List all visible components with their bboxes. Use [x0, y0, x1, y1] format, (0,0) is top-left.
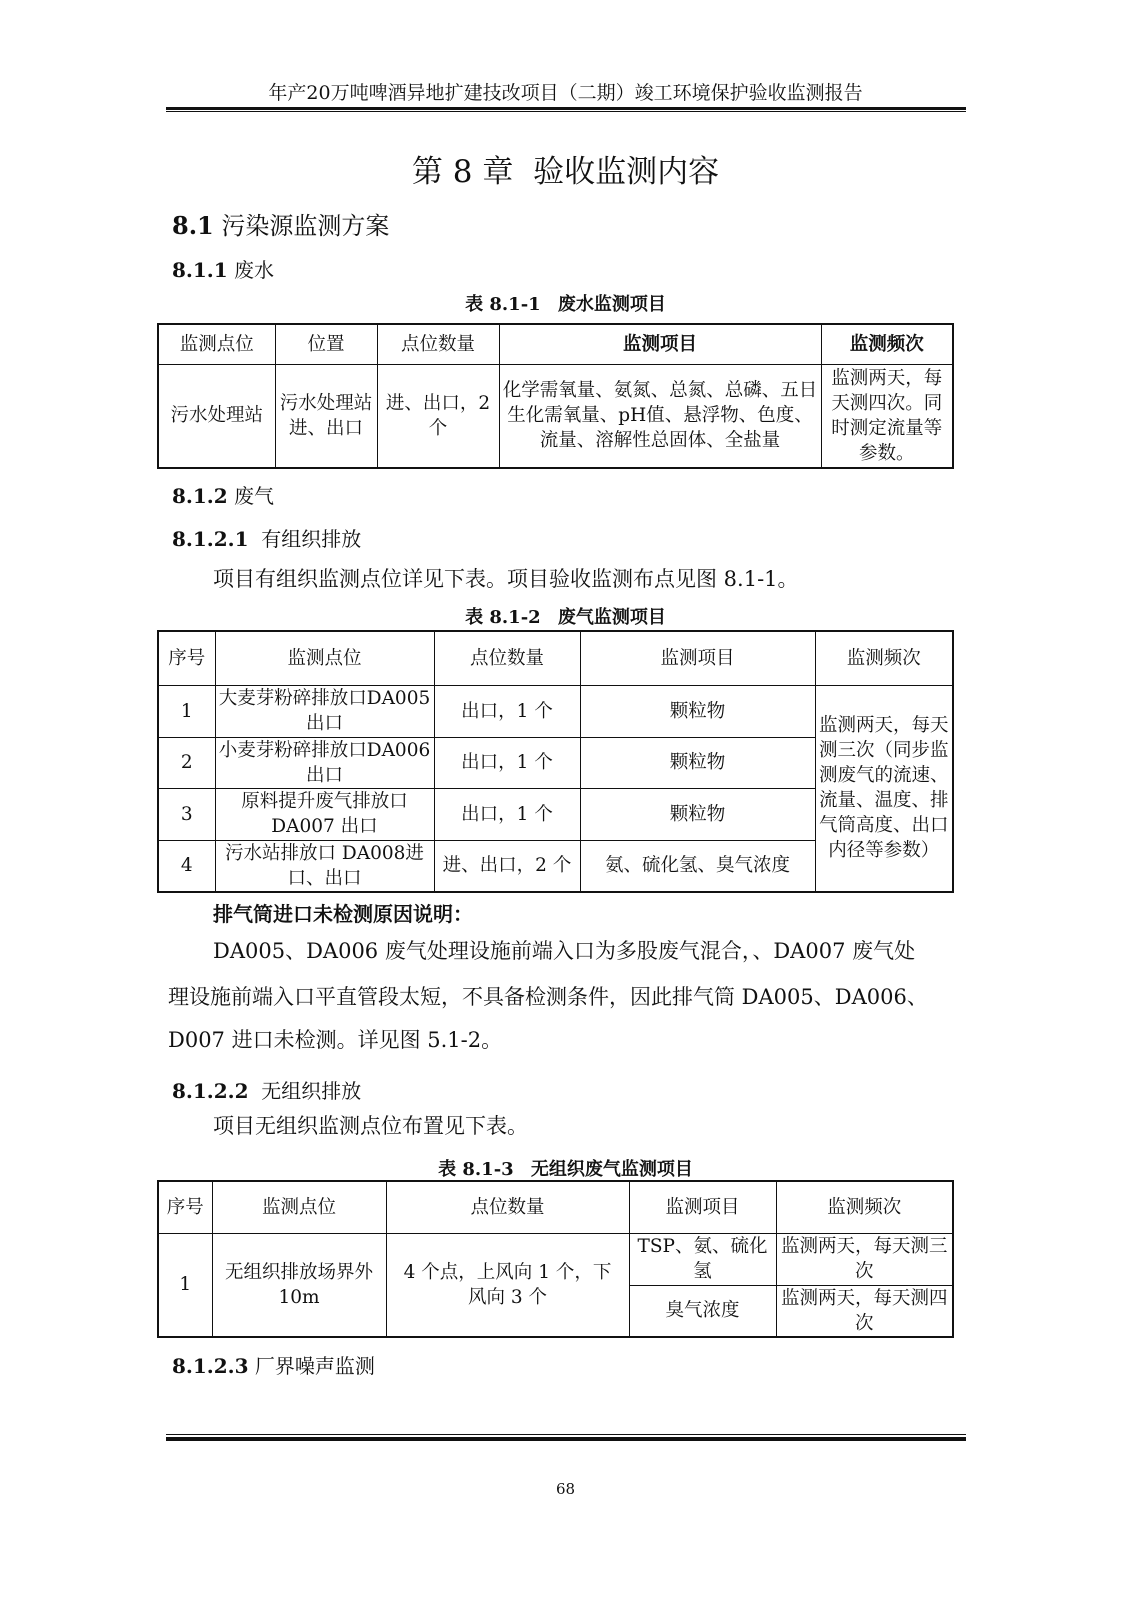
section-8-1-2-1-heading: 8.1.2.1 有组织排放 [172, 527, 362, 551]
running-header: 年产20万吨啤酒异地扩建技改项目（二期）竣工环境保护验收监测报告 [268, 82, 863, 104]
table-row [158, 364, 953, 468]
header-cell: 序号 [158, 1181, 212, 1233]
header-cell: 监测项目 [629, 1181, 776, 1233]
header-cell: 监测频次 [821, 324, 953, 364]
table-cell: 污水站排放口 DA008进口、出口 [215, 840, 434, 892]
exhaust-note-line-1: DA005、DA006 废气处理设施前端入口为多股废气混合，、DA007 废气处 [213, 939, 916, 963]
section-8-1-2-heading: 8.1.2 废气 [172, 484, 275, 508]
header-cell: 位置 [275, 324, 377, 364]
table-cell: 氨、硫化氢、臭气浓度 [580, 840, 815, 892]
table-cell: 1 [158, 685, 215, 737]
table-cell: 污水处理站 [158, 364, 275, 468]
exhaust-gas-monitoring-table [157, 630, 954, 893]
table-cell: 监测两天，每天测四次 [776, 1285, 953, 1337]
table-header-row [158, 631, 953, 685]
header-rule [166, 107, 966, 112]
table-cell: 1 [158, 1233, 212, 1337]
table-cell: 4 个点，上风向 1 个，下风向 3 个 [386, 1233, 629, 1337]
table-cell: 颗粒物 [580, 685, 815, 737]
header-cell: 点位数量 [377, 324, 499, 364]
wastewater-monitoring-table [157, 323, 954, 469]
section-8-1-heading: 8.1 污染源监测方案 [172, 211, 390, 240]
exhaust-note-line-3: D007 进口未检测。详见图 5.1-2。 [168, 1028, 503, 1052]
table-8-1-1-caption: 表 8.1-1 废水监测项目 [465, 294, 666, 315]
table-8-1-2-caption: 表 8.1-2 废气监测项目 [465, 607, 666, 628]
page-number: 68 [555, 1480, 576, 1498]
table-cell: 原料提升废气排放口DA007 出口 [215, 788, 434, 840]
table-header-row [158, 1181, 953, 1233]
table-cell: 颗粒物 [580, 788, 815, 840]
table-cell: 4 [158, 840, 215, 892]
table-header-row [158, 324, 953, 364]
table-cell: 臭气浓度 [629, 1285, 776, 1337]
header-cell: 监测点位 [212, 1181, 386, 1233]
table-cell: 出口，1 个 [434, 788, 580, 840]
header-cell: 监测频次 [815, 631, 953, 685]
table-cell: 监测两天，每天测四次。同时测定流量等参数。 [821, 364, 953, 468]
header-cell: 监测频次 [776, 1181, 953, 1233]
section-8-1-2-2-intro: 项目无组织监测点位布置见下表。 [213, 1114, 528, 1138]
header-cell: 监测项目 [580, 631, 815, 685]
header-cell: 监测点位 [215, 631, 434, 685]
header-cell: 点位数量 [386, 1181, 629, 1233]
table-cell: 进、出口，2个 [377, 364, 499, 468]
table-cell: 监测两天，每天测三次 [776, 1233, 953, 1285]
table-cell: 无组织排放场界外 10m [212, 1233, 386, 1337]
table-8-1-3-caption: 表 8.1-3 无组织废气监测项目 [438, 1159, 693, 1180]
chapter-title-text: 验收监测内容 [533, 154, 720, 190]
header-cell: 序号 [158, 631, 215, 685]
exhaust-note-line-2: 理设施前端入口平直管段太短，不具备检测条件，因此排气筒 DA005、DA006、 [168, 985, 928, 1009]
table-cell: TSP、氨、硫化氢 [629, 1233, 776, 1285]
header-cell: 监测点位 [158, 324, 275, 364]
header-cell: 监测项目 [499, 324, 821, 364]
table-cell: 污水处理站进、出口 [275, 364, 377, 468]
header-cell: 点位数量 [434, 631, 580, 685]
table-cell: 2 [158, 737, 215, 788]
section-8-1-2-1-intro: 项目有组织监测点位详见下表。项目验收监测布点见图 8.1-1。 [213, 567, 799, 591]
table-cell: 小麦芽粉碎排放口DA006 出口 [215, 737, 434, 788]
table-cell: 颗粒物 [580, 737, 815, 788]
table-cell: 化学需氧量、氨氮、总氮、总磷、五日生化需氧量、pH值、悬浮物、色度、流量、溶解性总固体、全盐量 [499, 364, 821, 468]
table-cell: 出口，1 个 [434, 685, 580, 737]
chapter-number: 第 8 章 [411, 154, 514, 190]
chapter-title [0, 146, 1131, 191]
footer-rule [166, 1434, 966, 1441]
section-8-1-2-2-heading: 8.1.2.2 无组织排放 [172, 1079, 362, 1103]
table-cell: 大麦芽粉碎排放口DA005 出口 [215, 685, 434, 737]
table-row [158, 685, 953, 737]
table-cell: 3 [158, 788, 215, 840]
table-row [158, 1233, 953, 1285]
section-8-1-1-heading: 8.1.1 废水 [172, 258, 275, 282]
frequency-cell: 监测两天，每天测三次（同步监测废气的流速、流量、温度、排气筒高度、出口内径等参数） [815, 685, 953, 892]
section-8-1-2-3-heading: 8.1.2.3 厂界噪声监测 [172, 1354, 375, 1378]
exhaust-note-title: 排气筒进口未检测原因说明： [213, 902, 473, 926]
table-cell: 进、出口，2 个 [434, 840, 580, 892]
fugitive-gas-monitoring-table [157, 1180, 954, 1338]
table-cell: 出口，1 个 [434, 737, 580, 788]
